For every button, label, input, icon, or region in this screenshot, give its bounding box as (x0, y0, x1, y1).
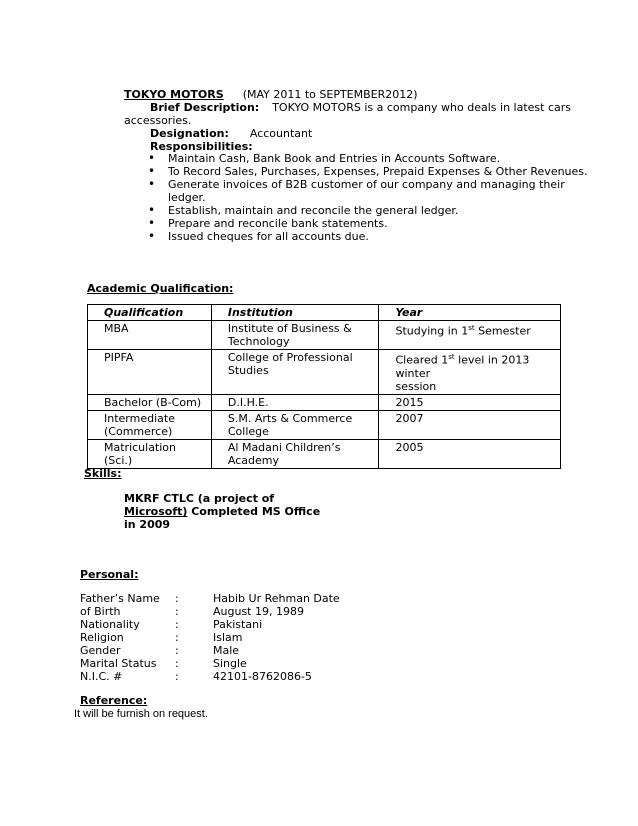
designation-value: Accountant (249, 127, 313, 140)
cell-qualification: PIPFA (88, 350, 212, 395)
table-header-row (88, 305, 561, 321)
personal-value: August 19, 1989 (213, 605, 304, 618)
personal-key: Religion (80, 631, 124, 644)
personal-value: Single (213, 657, 247, 670)
personal-colon: : (175, 618, 179, 631)
skills-heading: Skills: (84, 467, 122, 480)
table-row (88, 321, 561, 350)
cell-qualification: MBA (88, 321, 212, 350)
cell-year: Cleared 1st level in 2013 winter session (379, 350, 561, 395)
cell-institution: Institute of Business & Technology (211, 321, 379, 350)
personal-colon: : (175, 644, 179, 657)
list-item: • Prepare and reconcile bank statements. (148, 217, 588, 230)
cell-institution: College of Professional Studies (211, 350, 379, 395)
list-item: • Establish, maintain and reconcile the general ledger. (148, 204, 588, 217)
personal-value: Habib Ur Rehman Date (213, 592, 340, 605)
reference-text: It will be furnish on request. (74, 708, 208, 720)
personal-key: Father’s Name (80, 592, 160, 605)
personal-key: Nationality (80, 618, 140, 631)
company-name: TOKYO MOTORS (124, 88, 224, 101)
skills-line-2-rest: Completed MS Office (187, 505, 321, 518)
list-item: • Maintain Cash, Bank Book and Entries in Accounts Software. (148, 152, 588, 165)
cell-qualification: Matriculation (Sci.) (88, 439, 212, 468)
responsibilities-list (148, 152, 588, 243)
table-row (88, 350, 561, 395)
academic-table (87, 304, 561, 469)
cell-year: 2007 (379, 410, 561, 439)
skills-line-3: in 2009 (124, 518, 171, 531)
header-institution: Institution (211, 305, 379, 321)
cell-institution: S.M. Arts & Commerce College (211, 410, 379, 439)
skills-line-2 (124, 505, 320, 518)
skills-microsoft: Microsoft) (124, 505, 188, 518)
responsibilities-label: Responsibilities: (150, 140, 253, 153)
academic-heading: Academic Qualification: (87, 282, 234, 295)
personal-colon: : (175, 657, 179, 670)
employment-period: (MAY 2011 to SEPTEMBER2012) (242, 88, 418, 101)
brief-text-cont: accessories. (124, 114, 192, 127)
brief-line (150, 101, 571, 114)
personal-value: Islam (213, 631, 243, 644)
personal-key: of Birth (80, 605, 121, 618)
header-year: Year (379, 305, 561, 321)
cell-qualification: Bachelor (B-Com) (88, 394, 212, 410)
personal-heading: Personal: (80, 568, 139, 581)
personal-colon: : (175, 605, 179, 618)
list-item: • To Record Sales, Purchases, Expenses, Prepaid Expenses & Other Revenues. (148, 165, 588, 178)
designation-label: Designation: (150, 127, 229, 140)
company-line (124, 88, 418, 101)
list-item: ledger. (168, 191, 206, 204)
personal-colon: : (175, 631, 179, 644)
table-row (88, 410, 561, 439)
table-row (88, 439, 561, 468)
cell-year: 2005 (379, 439, 561, 468)
list-item: • Issued cheques for all accounts due. (148, 230, 588, 243)
personal-key: N.I.C. # (80, 670, 123, 683)
brief-text: TOKYO MOTORS is a company who deals in latest cars (272, 101, 571, 114)
brief-label: Brief Description: (150, 101, 260, 114)
reference-heading: Reference: (80, 694, 148, 707)
skills-line-1: MKRF CTLC (a project of (124, 492, 275, 505)
personal-colon: : (175, 670, 179, 683)
designation-line (150, 127, 312, 140)
cell-institution: D.I.H.E. (211, 394, 379, 410)
table-row (88, 394, 561, 410)
cell-year: Studying in 1st Semester (379, 321, 561, 350)
cell-qualification: Intermediate (Commerce) (88, 410, 212, 439)
personal-colon: : (175, 592, 179, 605)
personal-key: Gender (80, 644, 121, 657)
list-item: • Generate invoices of B2B customer of our company and managing their (148, 178, 588, 191)
personal-value: Male (213, 644, 240, 657)
personal-value: Pakistani (213, 618, 263, 631)
header-qualification: Qualification (88, 305, 212, 321)
personal-key: Marital Status (80, 657, 157, 670)
personal-value: 42101-8762086-5 (213, 670, 312, 683)
cell-institution: Al Madani Children’s Academy (211, 439, 379, 468)
cell-year: 2015 (379, 394, 561, 410)
